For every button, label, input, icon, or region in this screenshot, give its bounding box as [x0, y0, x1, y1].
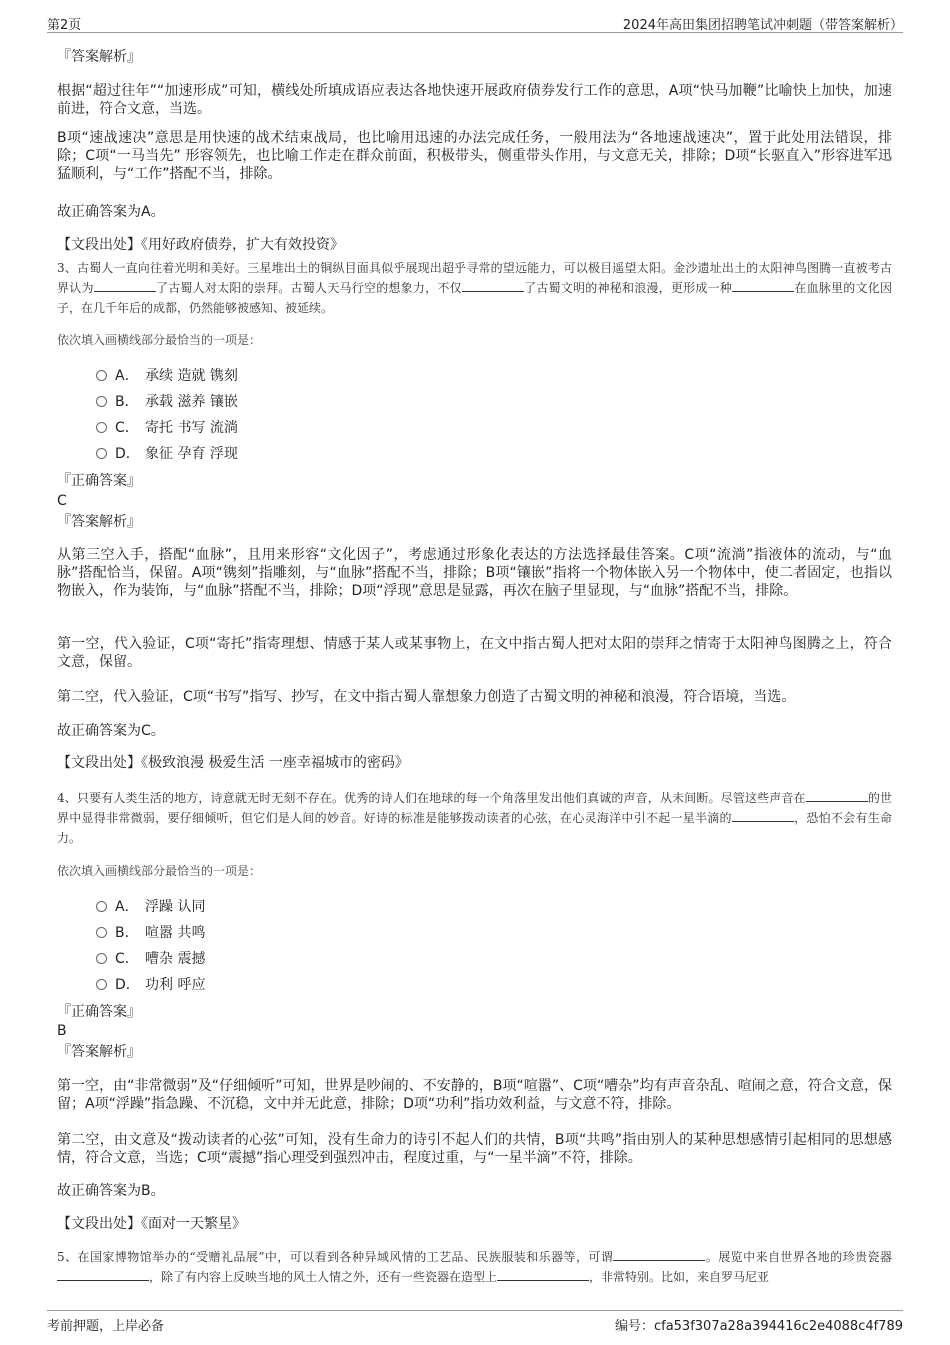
source-label: 【文段出处】: [57, 755, 141, 771]
q3-stem: [57, 258, 892, 318]
q4-option-c[interactable]: [96, 949, 205, 969]
blank: [613, 1248, 705, 1261]
page-header: [47, 12, 903, 33]
q3-source: [57, 754, 892, 772]
option-text: 喧嚣 共鸣: [145, 925, 206, 941]
q4-option-b[interactable]: [96, 923, 205, 943]
q3-analysis-p3: 第二空，代入验证，C项“书写”指写、抄写，在文中指古蜀人靠想象力创造了古蜀文明的神秘和浪漫，符合语境，当选。: [57, 689, 796, 705]
q3-option-b[interactable]: [96, 392, 238, 412]
option-letter: C．: [115, 420, 139, 436]
option-text: 象征 孕育 浮现: [145, 446, 238, 462]
q4-correct-label: 『正确答案』: [57, 1004, 141, 1020]
footer-code: [615, 1315, 903, 1334]
q3-stem-part: 3、古蜀人一直向往着光明和美好。三星堆出土的铜纵目面具似乎展现出超乎寻常的望远能力，可以极目遥望太阳。金沙遗址出土的太阳神鸟图腾一直被考古界认为: [57, 261, 892, 295]
radio-icon[interactable]: [96, 953, 107, 964]
option-letter: D．: [115, 446, 140, 462]
option-letter: A．: [115, 368, 139, 384]
option-letter: C．: [115, 951, 139, 967]
option-letter: D．: [115, 977, 140, 993]
blank: [497, 1268, 589, 1281]
page-number: 第2页: [47, 18, 82, 33]
q3-stem-part: 在血脉里的文化因子，在几千年后的成都，仍然能够被感知、被延续。: [57, 281, 892, 315]
q4-analysis-p1: 第一空，由“非常微弱”及“仔细倾听”可知，世界是吵闹的、不安静的，B项“喧嚣”、C项“嘈杂”均有声音杂乱、喧闹之意，符合文意，保留；A项“浮躁”指急躁、不沉稳，文中并无此意，排除；D项“功利”指功效利益，与文意不符，排除。: [57, 1078, 892, 1112]
q3-answer: C: [57, 493, 67, 509]
q3-correct-label: 『正确答案』: [57, 473, 141, 489]
source-title: 《面对一天繁星》: [141, 1216, 246, 1232]
q4-answer: B: [57, 1023, 67, 1039]
code-value: cfa53f307a28a394416c2e4088c4f789: [653, 1319, 903, 1334]
blank: [806, 789, 868, 802]
q3-option-d[interactable]: [96, 444, 238, 464]
option-text: 嘈杂 震撼: [145, 951, 206, 967]
q5-stem-part: 。展览中来自世界各地的珍贵瓷器: [705, 1250, 892, 1264]
q4-prompt: 依次填入画横线部分最恰当的一项是：: [57, 864, 262, 878]
source-label: 【文段出处】: [57, 1216, 141, 1232]
q2-analysis-p3: 故正确答案为A。: [57, 204, 165, 220]
q3-option-c[interactable]: [96, 418, 238, 438]
q4-option-d[interactable]: [96, 975, 205, 995]
q3-stem-part: 了古蜀人对太阳的崇拜。古蜀人天马行空的想象力，不仅: [155, 281, 462, 295]
q2-analysis-label: 『答案解析』: [57, 49, 141, 65]
q2-analysis-p1: 根据“超过往年”“加速形成”可知，横线处所填成语应表达各地快速开展政府债券发行工作的意思，A项“快马加鞭”比喻快上加快，加速前进，符合文意，当选。: [57, 83, 892, 117]
q3-analysis-p4: 故正确答案为C。: [57, 723, 165, 739]
q4-stem-part: ，恐怕不会有生命力。: [57, 811, 892, 845]
radio-icon[interactable]: [96, 901, 107, 912]
option-letter: A．: [115, 899, 139, 915]
option-letter: B．: [115, 394, 139, 410]
radio-icon[interactable]: [96, 927, 107, 938]
q4-option-a[interactable]: [96, 897, 205, 917]
source-title: 《极致浪漫 极爱生活 一座幸福城市的密码》: [141, 755, 409, 771]
blank: [732, 279, 794, 292]
q5-stem-part: 5、在国家博物馆举办的“受赠礼品展”中，可以看到各种异域风情的工艺品、民族服装和乐器等，可谓: [57, 1250, 614, 1264]
blank: [57, 1268, 149, 1281]
q4-stem: [57, 788, 892, 848]
blank: [732, 809, 794, 822]
page-footer: [47, 1310, 903, 1333]
q4-analysis-label: 『答案解析』: [57, 1044, 141, 1060]
option-text: 承续 造就 镌刻: [145, 368, 238, 384]
source-label: 【文段出处】: [57, 237, 141, 253]
code-label: 编号：: [614, 1319, 654, 1334]
blank: [462, 279, 524, 292]
q3-analysis-p2: 第一空，代入验证，C项“寄托”指寄理想、情感于某人或某事物上，在文中指古蜀人把对太阳的崇拜之情寄于太阳神鸟图腾之上，符合文意，保留。: [57, 636, 892, 670]
q4-analysis-p3: 故正确答案为B。: [57, 1183, 165, 1199]
radio-icon[interactable]: [96, 370, 107, 381]
radio-icon[interactable]: [96, 448, 107, 459]
document-title: 2024年高田集团招聘笔试冲刺题（带答案解析）: [622, 18, 903, 33]
q5-stem-part: ，除了有内容上反映当地的风土人情之外，还有一些瓷器在造型上: [149, 1270, 498, 1284]
radio-icon[interactable]: [96, 422, 107, 433]
option-letter: B．: [115, 925, 139, 941]
q3-analysis-label: 『答案解析』: [57, 514, 141, 530]
q4-stem-part: 4、只要有人类生活的地方，诗意就无时无刻不存在。优秀的诗人们在地球的每一个角落里发出他们真诚的声音，从未间断。尽管这些声音在: [57, 791, 806, 805]
footer-slogan: 考前押题，上岸必备: [47, 1319, 165, 1334]
q2-source: [57, 236, 892, 254]
q4-analysis-p2: 第二空，由文意及“拨动读者的心弦”可知，没有生命力的诗引不起人们的共情，B项“共鸣”指由别人的某种思想感情引起相同的思想感情，符合文意，当选；C项“震撼”指心理受到强烈冲击，程度过重，与“一星半滴”不符，排除。: [57, 1132, 892, 1166]
option-text: 承载 滋养 镶嵌: [145, 394, 238, 410]
q4-source: [57, 1215, 892, 1233]
q3-stem-part: 了古蜀文明的神秘和浪漫，更形成一种: [523, 281, 733, 295]
source-title: 《用好政府债券，扩大有效投资》: [141, 237, 344, 253]
q3-prompt: 依次填入画横线部分最恰当的一项是：: [57, 333, 262, 347]
option-text: 功利 呼应: [145, 977, 206, 993]
q5-stem: [57, 1247, 892, 1287]
option-text: 浮躁 认同: [145, 899, 206, 915]
radio-icon[interactable]: [96, 396, 107, 407]
q5-stem-part: ，非常特别。比如，来自罗马尼亚: [589, 1270, 770, 1284]
blank: [94, 279, 156, 292]
q4-stem-part: 的世界中显得非常微弱，要仔细倾听，但它们是人间的妙音。好诗的标准是能够拨动读者的心弦，在心灵海洋中引不起一星半滴的: [57, 791, 892, 825]
q3-option-a[interactable]: [96, 366, 238, 386]
q2-analysis-p2: B项“速战速决”意思是用快速的战术结束战局，也比喻用迅速的办法完成任务，一般用法为“各地速战速决”，置于此处用法错误，排除；C项“一马当先” 形容领先，也比喻工作走在群众前面，积极带头，侧重带头作用，与文意无关，排除；D项“长驱直入”形容进军迅猛顺利，与“工作”搭配不当，排除。: [57, 130, 892, 182]
radio-icon[interactable]: [96, 979, 107, 990]
option-text: 寄托 书写 流淌: [145, 420, 238, 436]
q3-analysis-p1: 从第三空入手，搭配“血脉”，且用来形容“文化因子”，考虑通过形象化表达的方法选择最佳答案。C项“流淌”指液体的流动，与“血脉”搭配恰当，保留。A项“镌刻”指雕刻，与“血脉”搭配不当，排除；B项“镶嵌”指将一个物体嵌入另一个物体中，使二者固定，也指以物嵌入，作为装饰，与“血脉”搭配不当，排除；D项“浮现”意思是显露，再次在脑子里显现，与“血脉”搭配不当，排除。: [57, 547, 892, 599]
